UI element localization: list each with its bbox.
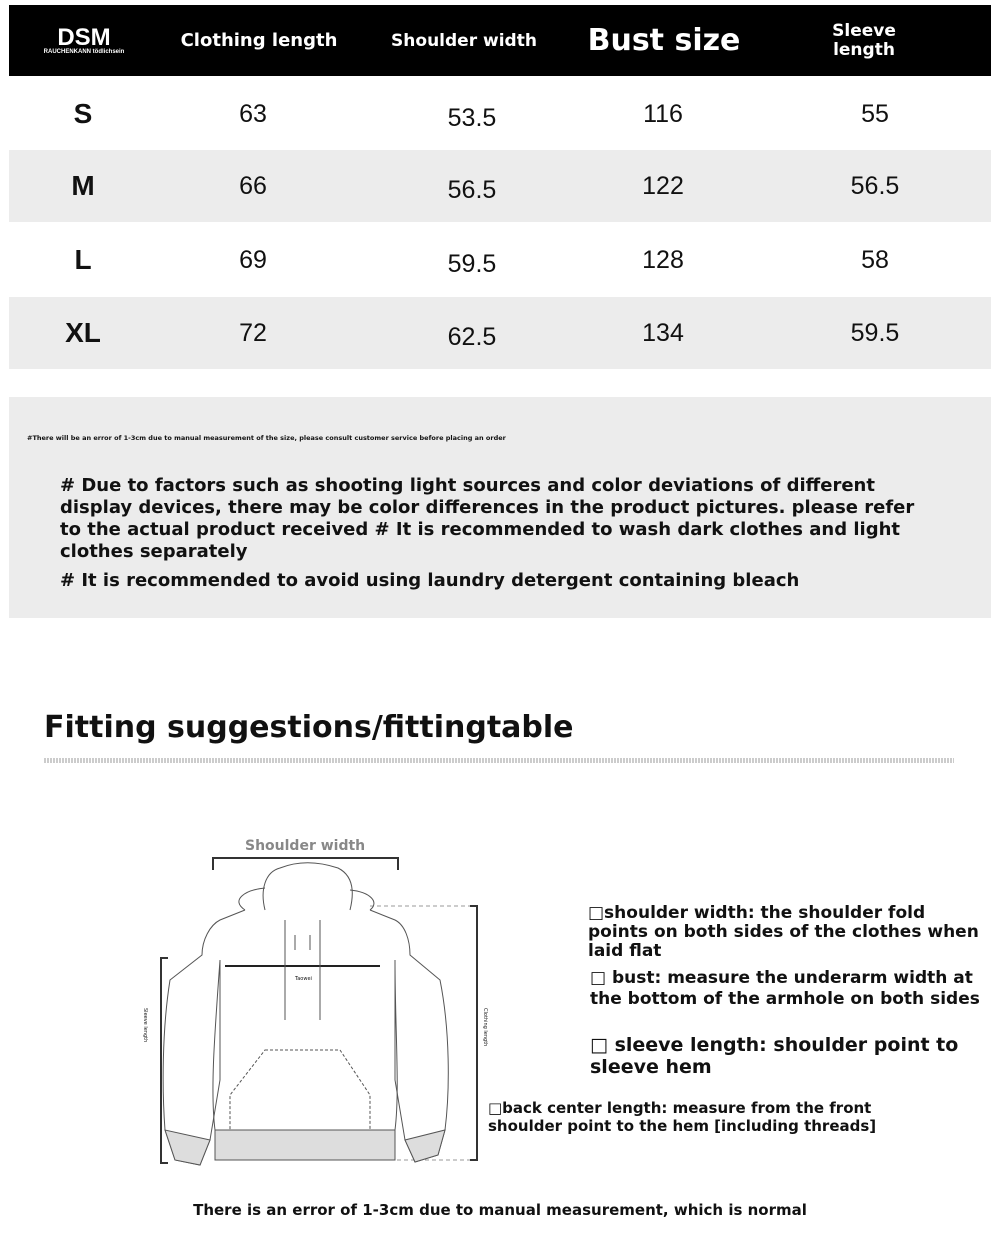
cell-bust: 134 [642, 318, 684, 347]
note-color: # Due to factors such as shooting light sources and color deviations of different display devices, there may be color differences in the product pictures. please refer to the actual product received # It is recommended to wash dark clothes and light clothes separately [60, 475, 915, 562]
cell-size: S [73, 98, 93, 129]
cell-sleeve: 58 [861, 245, 889, 274]
cell-size: M [71, 170, 95, 201]
diagram-shoulder-label: Shoulder width [245, 838, 366, 854]
col-sleeve-length: Sleeve length [832, 20, 896, 60]
cell-sleeve: 59.5 [850, 318, 900, 347]
cell-shoulder: 59.5 [447, 249, 497, 278]
fit-bust: □ bust: measure the underarm width at the bottom of the armhole on both sides [590, 968, 980, 1009]
col-bust-size: Bust size [587, 23, 741, 58]
cell-size: XL [65, 317, 101, 348]
fitting-title: Fitting suggestions/fittingtable [44, 710, 574, 745]
cell-clothing: 69 [239, 245, 267, 274]
note-small: #There will be an error of 1-3cm due to manual measurement of the size, please consult customer service before placing an order [27, 434, 506, 442]
col-shoulder-width: Shoulder width [391, 30, 537, 51]
cell-clothing: 72 [239, 318, 267, 347]
col-clothing-length: Clothing length [180, 30, 338, 51]
note-bleach: # It is recommended to avoid using laundry detergent containing bleach [60, 570, 800, 591]
fit-back-length: □back center length: measure from the front shoulder point to the hem [including threads] [488, 1099, 877, 1135]
brand-logo: DSM RAUCHENKANN tödlichsein [43, 23, 125, 55]
cell-shoulder: 53.5 [447, 103, 497, 132]
footer-note: There is an error of 1-3cm due to manual measurement, which is normal [193, 1201, 807, 1219]
cell-shoulder: 62.5 [447, 322, 497, 351]
diagram-clothing-label: Clothing length [482, 1008, 488, 1047]
fit-shoulder: □shoulder width: the shoulder fold points on both sides of the clothes when laid flat [588, 903, 979, 961]
diagram-brand: Taowei [295, 976, 312, 982]
hoodie-diagram [120, 830, 500, 1180]
divider [44, 758, 954, 763]
diagram-sleeve-label: Sleeve length [142, 1008, 148, 1043]
cell-clothing: 63 [239, 99, 267, 128]
cell-size: L [74, 244, 92, 275]
cell-bust: 122 [642, 171, 684, 200]
cell-sleeve: 56.5 [850, 171, 900, 200]
cell-bust: 128 [642, 245, 684, 274]
notes-box [9, 397, 991, 618]
cell-clothing: 66 [239, 171, 267, 200]
fit-sleeve: □ sleeve length: shoulder point to sleeve hem [590, 1034, 959, 1078]
table-header [9, 5, 991, 76]
table-row [9, 78, 991, 150]
table-row [9, 224, 991, 296]
cell-bust: 116 [643, 99, 683, 128]
table-row [9, 297, 991, 369]
table-row [9, 150, 991, 222]
cell-shoulder: 56.5 [447, 175, 497, 204]
cell-sleeve: 55 [861, 99, 889, 128]
